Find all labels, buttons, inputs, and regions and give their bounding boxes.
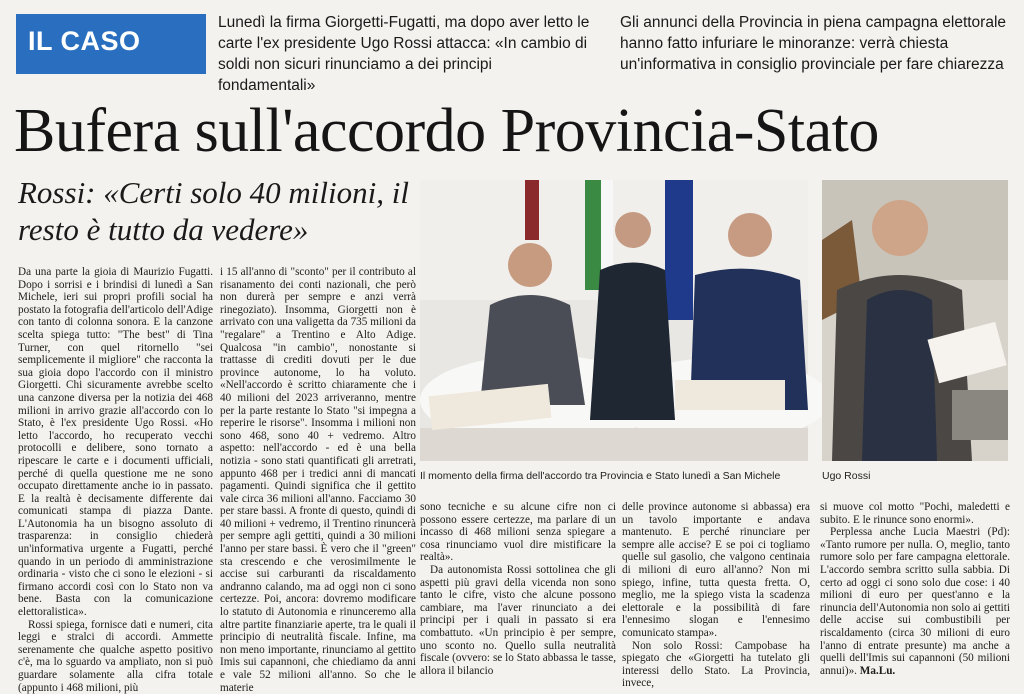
article-column-1 bbox=[18, 266, 213, 694]
article-column-5 bbox=[820, 501, 1010, 677]
author-signature: Ma.Lu. bbox=[859, 664, 896, 677]
paragraph: Da una parte la gioia di Maurizio Fugatti. Dopo i sorrisi e i brindisi di lunedì a San Michele, ieri sui propri profili social ha postato la fotografia dell'articolo dell'Adige con tanto di colonna sonora. E la canzone scelta spiega tutto: "The best" di Tina Turner, con quel ritornello "sei semplicemente il migliore" che racconta la sua gioia dopo l'accordo con il ministro Giorgetti. Chi sicuramente avrebbe scelto una canzone diversa per la notizia dei 468 milioni in arrivo grazie all'accordo con lo Stato, è l'ex presidente Ugo Rossi. «Ho letto l'accordo, ho recuperato vecchi protocolli e delibere, sono tornato a ripescare le carte e i documenti ufficiali, perché di quella questione me ne sono occupato direttamente anche io in passato. E la realtà è decisamente differente dai comunicati stampa di piazza Dante. L'Autonomia ha un bisogno assoluto di trasparenza: in consiglio chiederà un'informativa urgente a Fugatti, perché quando in un periodo di amministrazione ordinaria - visto che ci sono le elezioni - si firmano accordi così con lo Stato non va bene. Basta con la comunicazione elettoralistica». bbox=[18, 266, 213, 619]
paragraph: Rossi spiega, fornisce dati e numeri, cita leggi e stralci di accordi. Ammette serenamente che qualche aspetto positivo c'è, ma lo sguardo va ampliato, non si può guardare solamente alla cifra totale (appunto i 468 milioni, più bbox=[18, 618, 213, 694]
photo-main-caption: Il momento della firma dell'accordo tra Provincia e Stato lunedì a San Michele bbox=[420, 470, 781, 482]
photo-side-caption: Ugo Rossi bbox=[822, 470, 871, 482]
photo-ugo-rossi bbox=[822, 180, 1008, 461]
section-tag-label: IL CASO bbox=[28, 26, 141, 56]
article-column-2 bbox=[220, 266, 416, 694]
article-column-3 bbox=[420, 501, 616, 677]
headline: Bufera sull'accordo Provincia-Stato bbox=[14, 97, 879, 165]
paragraph: delle province autonome si abbassa) era un tavolo importante e andava mantenuto. E perché rinunciare per sempre alle accise? E se poi ci togliamo quelle sul gasolio, che valgono centinaia di milioni di euro all'anno? Non mi spiego, infine, tutta questa fretta. O, meglio, me la spiego vista la scadenza elettorale e la possibilità di fare l'ennesimo slogan e l'ennesimo comunicato stampa». bbox=[622, 501, 810, 639]
photo-signing bbox=[420, 180, 808, 461]
paragraph: sono tecniche e su alcune cifre non ci possono essere certezze, ma parlare di un incasso di 468 milioni senza spiegare a cosa rinunciamo vuol dire mistificare la realtà». bbox=[420, 501, 616, 564]
section-tag bbox=[16, 14, 206, 74]
subheadline: Rossi: «Certi solo 40 milioni, il resto è tutto da vedere» bbox=[18, 175, 409, 247]
paragraph: si muove col motto "Pochi, maledetti e subito. E le rinunce sono enormi». bbox=[820, 501, 1010, 526]
paragraph: i 15 all'anno di "sconto" per il contributo al risanamento dei conti nazionali, che però non durerà per sempre e anzi verrà rinegoziato). Insomma, Giorgetti non è arrivato con una valigetta da 735 milioni da "regalare" a Trentino e Alto Adige. Qualcosa "in cambio", nonostante si trattasse di crediti dovuti per le due province autonome, lo ha voluto. «Nell'accordo è scritto chiaramente che i 40 milioni del 2023 arriveranno, mentre per la parte restante lo Stato "si impegna a reperire le risorse". Insomma i milioni non sono 468, sono 40 + vedremo. Altro aspetto: nell'accordo - ed è una bella notizia - sono stati quantificati gli arretrati, appunto 468 per i tredici anni di mancati pagamenti. Quindi significa che il gettito vale circa 36 milioni all'anno. Facciamo 30 per stare bassi. A fronte di questo, quindi di 40 milioni + vedremo, il Trentino rinuncerà per sempre agli gettiti, quindi a 30 milioni l'anno per stare bassi. È vero che il "green" sta crescendo e che verosimilmente le accise sui carburanti da riscaldamento andranno calando, ma ad oggi non ci sono certezze. Poi, ancora: dovremo modificare lo statuto di Autonomia e rinunceremo alla altre partite finanziarie aperte, tra le quali il principio di neutralità fiscale. Infine, ma non meno importante, rinunciamo al gettito Imis sui capannoni, che chiediamo da anni e vale 52 milioni all'anno. So che le materie bbox=[220, 266, 416, 694]
article-column-4 bbox=[622, 501, 810, 690]
kicker-right: Gli annunci della Provincia in piena campagna elettorale hanno fatto infuriare le minoranze: verrà chiesta un'informativa in consiglio provinciale per fare chiarezza bbox=[620, 14, 1007, 73]
paragraph-text: Perplessa anche Lucia Maestri (Pd): «Tanto rumore per nulla. O, meglio, tanto rumore solo per fare campagna elettorale. L'accordo sembra scritto sulla sabbia. Di certo ad oggi ci sono solo due cose: i 40 milioni di euro per quest'anno e la rinuncia dell'Autonomia non solo ai gettiti delle accise sui combustibili per riscaldamento (circa 30 milioni di euro l'anno di entrate presunte) ma anche a quelli dell'Imis sui capannoni (50 milioni annui)». bbox=[820, 526, 1010, 677]
kicker-left: Lunedì la firma Giorgetti-Fugatti, ma dopo aver letto le carte l'ex presidente Ugo Rossi attacca: «In cambio di soldi non sicuri rinunciamo a dei principi fondamentali» bbox=[218, 14, 590, 94]
paragraph: Da autonomista Rossi sottolinea che gli aspetti più gravi della vicenda non sono tanto le cifre, visto che alcune possono cambiare, ma l'aver rinunciato a dei principi per i quali in passato si era combattuto. «Un principio è per sempre, uno sconto no. Quello sulla neutralità fiscale (ovvero: se lo Stato abbassa le tasse, allora il bilancio bbox=[420, 563, 616, 677]
paragraph: Non solo Rossi: Campobase ha spiegato che «Giorgetti ha tutelato gli interessi dello Stato. La Provincia, invece, bbox=[622, 639, 810, 690]
paragraph bbox=[820, 526, 1010, 677]
